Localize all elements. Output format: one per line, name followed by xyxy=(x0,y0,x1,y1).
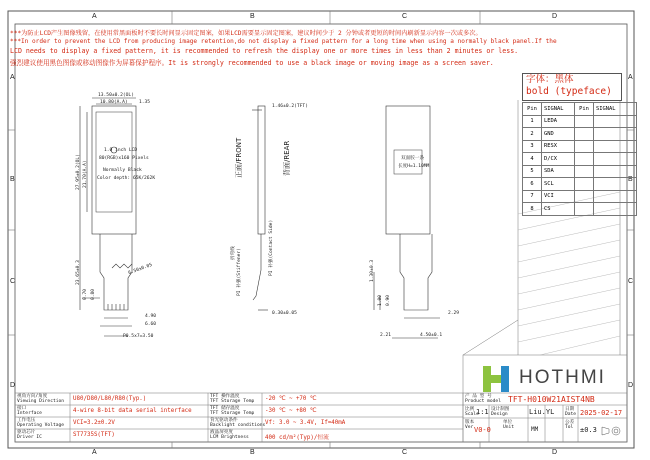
spec-value-interface: 4-wire 8-bit data serial interface xyxy=(73,408,192,414)
pin-empty xyxy=(575,153,594,166)
pin-empty xyxy=(594,203,637,216)
pin-signal: CS xyxy=(542,203,575,216)
table-row xyxy=(523,140,637,153)
contact-side-label: PI 补强(Contact Side) xyxy=(269,219,274,276)
zone-col-d-bottom: D xyxy=(552,449,558,456)
screen-line-2: 80(RGB)x160 Pixels xyxy=(99,156,149,161)
hatch xyxy=(518,192,620,355)
spec-value-backlight: Vf: 3.0 ~ 3.4V, If=40mA xyxy=(265,420,346,426)
table-row xyxy=(523,178,637,191)
table-row xyxy=(523,115,637,128)
spec-label-brightness: 液晶屏亮度 LCM Brightness xyxy=(210,430,249,440)
dim-w490: 4.90 xyxy=(145,314,157,319)
zone-row-a-right: A xyxy=(628,74,633,81)
pin-empty xyxy=(575,128,594,141)
pin-number: 4 xyxy=(523,153,542,166)
font-note-box xyxy=(522,73,622,101)
zone-row-d-right: D xyxy=(628,382,634,389)
zone-row-b-right: B xyxy=(628,176,633,183)
table-row xyxy=(523,128,637,141)
date-label: 日期 Date xyxy=(565,407,577,417)
pin-table-header xyxy=(523,103,637,116)
spec-label-backlight: 背光驱动条件 Backlight conditions xyxy=(210,418,266,428)
header-signal: SIGNAL xyxy=(542,103,575,116)
zone-row-c-right: C xyxy=(628,278,634,285)
pin-signal: VCI xyxy=(542,190,575,203)
table-row xyxy=(523,203,637,216)
projection-symbol-icon xyxy=(602,427,620,435)
spec-label-view: 视角方向/角度 Viewing Direction xyxy=(17,394,65,404)
pin-empty xyxy=(575,203,594,216)
ver-label: 版本 Ver xyxy=(465,420,475,430)
spec-label-storage: TFT 操作温度 TFT Storage Temp xyxy=(210,394,255,404)
zone-row-a: A xyxy=(10,74,15,81)
dim-top-gap: 1.35 xyxy=(139,100,151,105)
side-view xyxy=(252,106,268,310)
table-row xyxy=(523,190,637,203)
dim-fpc-tail: 1.30±0.3 xyxy=(370,259,375,282)
spec-label-voltage: 工作电压 Operating Voltage xyxy=(17,418,65,428)
pin-signal: D/CX xyxy=(542,153,575,166)
header-pin: Pin xyxy=(523,103,542,116)
ver-value: V0-0 xyxy=(474,426,491,434)
dim-c2: 0.90 xyxy=(386,294,391,306)
dim-gap: 0.80 xyxy=(91,288,96,300)
screen-line-1: 1.0 inch LCD xyxy=(104,148,138,153)
stiffener-label: PI 补强(Stiffener) xyxy=(237,248,242,296)
unit-label: 单位 Unit xyxy=(503,420,515,430)
dim-fpc-w: 0.70 xyxy=(83,288,88,300)
dim-r221: 2.21 xyxy=(380,333,392,338)
pin-number: 2 xyxy=(523,128,542,141)
spec-label-interface: 接口 Interface xyxy=(17,406,42,416)
pin-signal: GND xyxy=(542,128,575,141)
spec-value-voltage: VCI=3.2±0.2V xyxy=(73,420,115,426)
sticker-line-2: 长度H=1.10MM xyxy=(398,164,430,169)
pin-empty xyxy=(594,165,637,178)
dim-c1: 1.00 xyxy=(378,294,383,306)
pin-empty xyxy=(575,190,594,203)
dim-pitch: P0.5x7=3.50 xyxy=(123,334,154,339)
zone-col-a: A xyxy=(92,13,97,20)
notice-line-1: ***为防止LCD产生图像残留，在使用常黑面板时不要长时间显示固定图案，如果LCD需要显示固定图案，建议时间少于 2 分钟或者更短的时间内刷新显示内容一次或多次。 xyxy=(10,30,482,37)
pin-empty xyxy=(594,153,637,166)
scale-value: 1:1 xyxy=(476,408,489,416)
spec-label-driver: 驱动芯片 Driver IC xyxy=(17,430,42,440)
pin-empty xyxy=(594,190,637,203)
zone-col-b: B xyxy=(250,13,255,20)
dim-stiff-t: 0.30±0.05 xyxy=(272,311,297,316)
rear-label: 背面/REAR xyxy=(283,140,291,176)
pin-empty xyxy=(575,140,594,153)
spec-value-driver: ST7735S(TFT) xyxy=(73,432,115,438)
dim-bend: 6.50±0.05 xyxy=(127,262,154,277)
design-value: Liu.YL xyxy=(529,408,555,416)
header-signal-2: SIGNAL xyxy=(594,103,637,116)
pin-table xyxy=(522,102,637,216)
fpc-bend-label: 折弯线 xyxy=(231,246,236,260)
dim-h-outer: 27.95±0.2(OL) xyxy=(76,154,81,190)
screen-line-4: Color depth: 65K/262K xyxy=(97,176,156,181)
dim-w450: 4.50±0.1 xyxy=(420,333,443,338)
pin-empty xyxy=(594,115,637,128)
zone-col-d: D xyxy=(552,13,558,20)
zone-col-c: C xyxy=(402,13,408,20)
pin-empty xyxy=(575,178,594,191)
pin-number: 7 xyxy=(523,190,542,203)
pin-signal: SDA xyxy=(542,165,575,178)
model-value: TFT-H010W21AIST4NB xyxy=(508,395,595,404)
notice-line-2: ***In order to prevent the LCD from producing image retention,do not display a fixed pattern for a long time when using a normally black panel.If the xyxy=(10,38,557,45)
sticker-line-1: 双面胶一条 xyxy=(401,156,424,161)
dim-thick: 1.46±0.2(TFT) xyxy=(272,104,308,109)
spec-value-storage2: -30 ℃ ~ +80 ℃ xyxy=(265,408,317,414)
pin-signal: RESX xyxy=(542,140,575,153)
zone-col-c-bottom: C xyxy=(402,449,408,456)
pin-number: 3 xyxy=(523,140,542,153)
spec-label-storage2: TFT 储存温度 TFT Storage Temp xyxy=(210,406,255,416)
unit-value: MM xyxy=(531,426,539,433)
pin-signal: LEDA xyxy=(542,115,575,128)
hothmi-logo-mark xyxy=(483,366,509,392)
tol-value: ±0.3 xyxy=(580,426,597,434)
pin-empty xyxy=(594,128,637,141)
dim-top-aa: 10.80(A.A) xyxy=(100,100,128,105)
spec-value-storage: -20 ℃ ~ +70 ℃ xyxy=(265,396,317,402)
header-pin-2: Pin xyxy=(575,103,594,116)
pin-empty xyxy=(594,140,637,153)
tol-label: 公差 Tol xyxy=(565,420,575,430)
model-label: 产 品 型 号 Product model xyxy=(465,394,501,404)
dim-r229: 2.29 xyxy=(448,311,460,316)
screen-line-3: Normally Black xyxy=(103,168,142,173)
zone-col-b-bottom: B xyxy=(250,449,255,456)
pin-signal: SCL xyxy=(542,178,575,191)
font-note-en: bold (typeface) xyxy=(526,86,612,97)
front-label: 正面/FRONT xyxy=(235,137,243,178)
dim-top-outer: 13.50±0.2(OL) xyxy=(98,93,134,98)
dim-fpc-len: 23.65±0.3 xyxy=(76,260,81,285)
pin-number: 8 xyxy=(523,203,542,216)
pin-number: 6 xyxy=(523,178,542,191)
font-note-cn: 字体：黑体 xyxy=(526,74,574,85)
table-row xyxy=(523,165,637,178)
zone-col-a-bottom: A xyxy=(92,449,97,456)
pin-number: 5 xyxy=(523,165,542,178)
spec-value-view: U80/D80/L80/R80(Typ.) xyxy=(73,396,147,402)
pin-empty xyxy=(575,115,594,128)
design-label: 设计制图 Design xyxy=(491,407,510,417)
table-row xyxy=(523,153,637,166)
notice-line-3: LCD needs to display a fixed pattern, it is recommended to refresh the display one or more times in less than 2 minutes or less. xyxy=(10,47,519,55)
company-logo: HOTHMI xyxy=(519,367,606,388)
front-view xyxy=(80,98,136,336)
scale-label: 比例 Scale xyxy=(465,407,479,417)
dim-w660: 6.60 xyxy=(145,322,157,327)
spec-value-brightness: 400 cd/m²(Typ)/恒流 xyxy=(265,435,329,441)
pin-empty xyxy=(575,165,594,178)
date-value: 2025-02-17 xyxy=(580,409,623,417)
dim-h-aa: 21.70(A.A) xyxy=(83,160,88,188)
notice-line-4: 强烈建议使用黑色图像或移动图像作为屏幕保护程序。It is strongly recommended to use a black image or moving image as a screen saver. xyxy=(10,59,494,67)
pin-number: 1 xyxy=(523,115,542,128)
pin-empty xyxy=(594,178,637,191)
zone-row-b: B xyxy=(10,176,15,183)
zone-row-d: D xyxy=(10,382,16,389)
rear-view xyxy=(374,106,443,338)
zone-row-c: C xyxy=(10,278,16,285)
